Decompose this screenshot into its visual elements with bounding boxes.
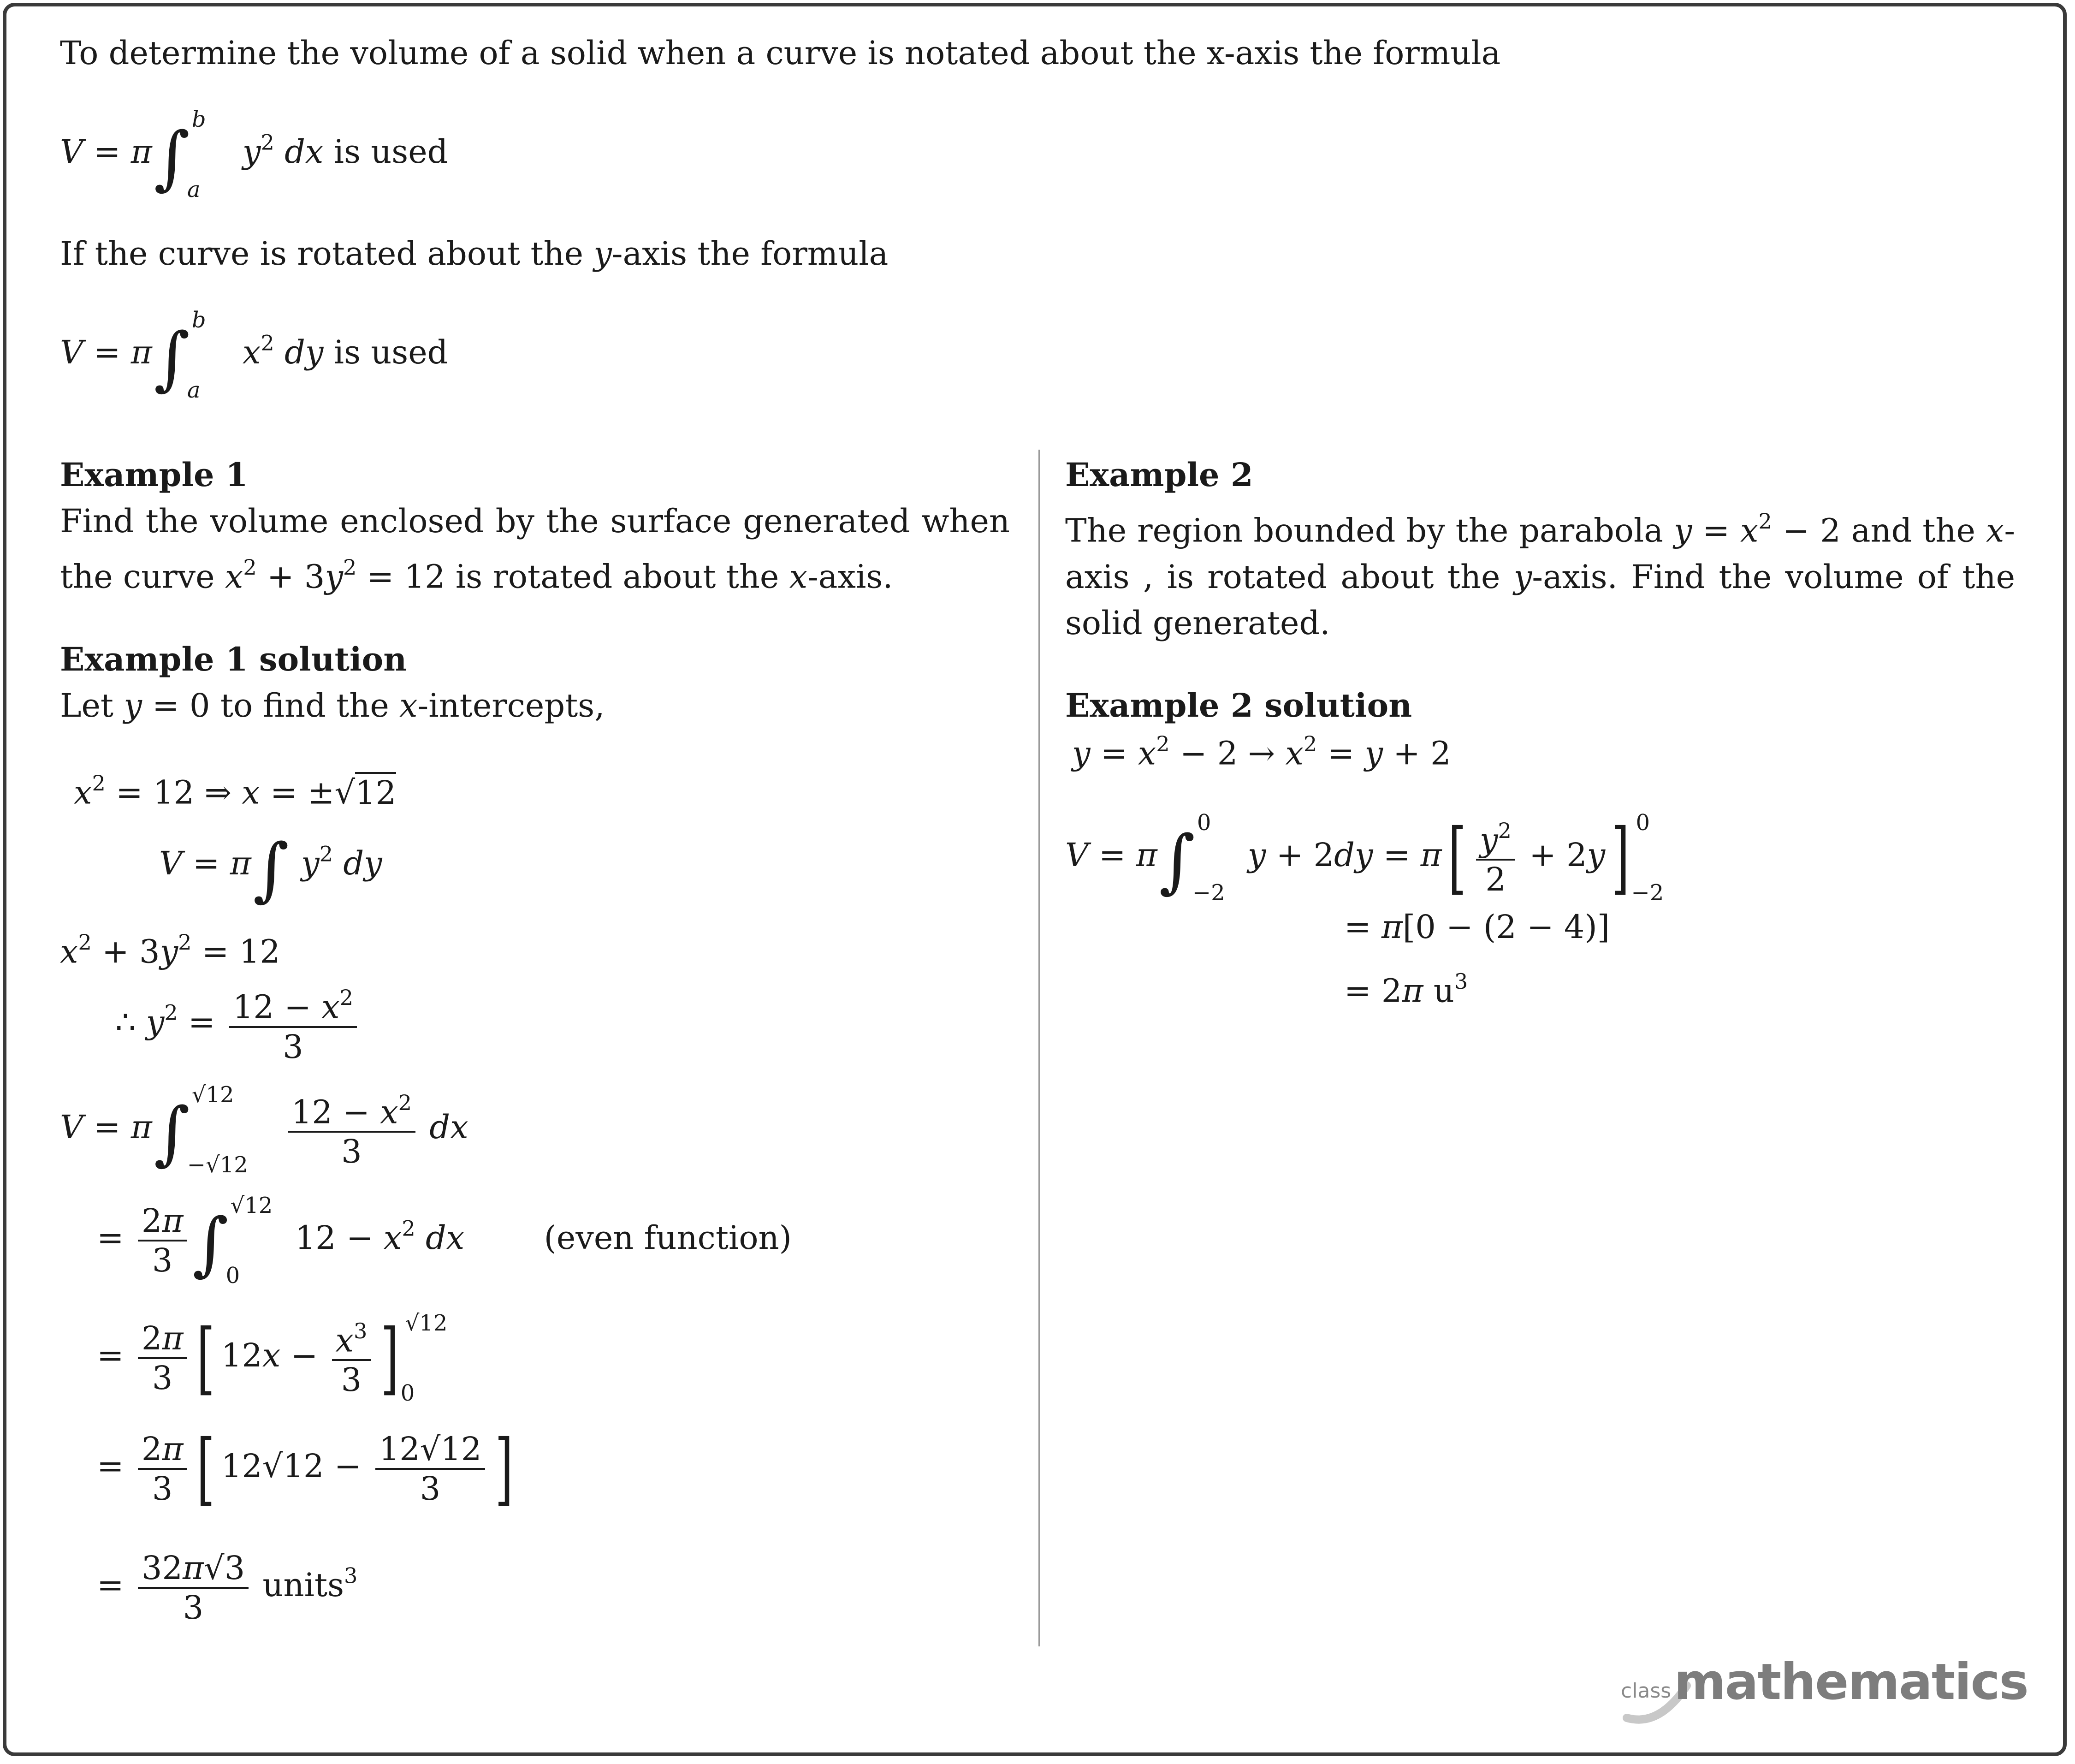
ex2-result: = 2π $u^3$ — [1344, 969, 1468, 1010]
ex1-step-antiderivative: = $\frac{2\pi}{3}$ [ 12x − $\frac{x^3}{3}$ ] √12 0 — [97, 1310, 448, 1406]
class-mathematics-logo: class mathematics — [1621, 1653, 2028, 1711]
formula-x-axis: V = π∫ b a $y^2$ dx is used — [60, 107, 448, 202]
example1-solution-title: Example 1 solution — [60, 640, 407, 678]
intro-line-2: If the curve is rotated about the y-axis the formula — [60, 235, 889, 273]
ex2-rearrange: $y = x^2 - 2 \to x^2 = y + 2$ — [1072, 731, 1451, 772]
formula-y-axis: V = π∫ b a $x^2$ dy is used — [60, 307, 448, 403]
ex2-volume-integral: V = π∫ 0 −2 y + 2dy = π[ $\frac{y^2}{2}$ + 2y] 0 −2 — [1065, 810, 1664, 906]
example1-title: Example 1 — [60, 456, 248, 494]
ex1-result: = $\frac{32\pi√3}{3}$ units$^3$ — [97, 1549, 358, 1627]
example1-text: Find the volume enclosed by the surface generated when the curve $x^2 + 3y^2 = 12$ is rotated about the x-axis. — [60, 502, 1010, 596]
ex2-evaluate: = π[0 − (2 − 4)] — [1344, 908, 1610, 946]
ex1-step-even: = $\frac{2\pi}{3}$ ∫ √12 0 $12 - x^2$ dx (even function) — [97, 1193, 792, 1289]
ex1-step-evaluate: = $\frac{2\pi}{3}$ [ 12√12 − $\frac{12√12}{3}$ ] — [97, 1423, 514, 1515]
example2-text: The region bounded by the parabola $y = x^2 - 2$ and the x-axis , is rotated about the y-axis. Find the volume of the solid generated. — [1065, 509, 2015, 642]
column-divider — [1038, 450, 1040, 1646]
example1-let-line: Let y = 0 to find the x-intercepts, — [60, 687, 605, 725]
ex1-volume-integral: V = π∫ √12 −√12 $\frac{12 - x^2}{3}$ dx — [60, 1082, 468, 1178]
intro-line-1: To determine the volume of a solid when a curve is notated about the x-axis the formula — [60, 34, 1501, 72]
ex1-curve-eq: $x^2 + 3y^2 = 12$ — [60, 930, 280, 971]
example2-title: Example 2 — [1065, 456, 1253, 494]
example2-solution-title: Example 2 solution — [1065, 686, 1412, 725]
ex1-intercepts: $x^2 = 12$ ⇒ x = ±√12 — [74, 771, 397, 812]
ex1-y-squared: ∴ $y^2$ = $\frac{12 - x^2}{3}$ — [115, 987, 361, 1063]
ex1-volume-general: V = π∫ $y^2$ dy — [159, 829, 382, 909]
